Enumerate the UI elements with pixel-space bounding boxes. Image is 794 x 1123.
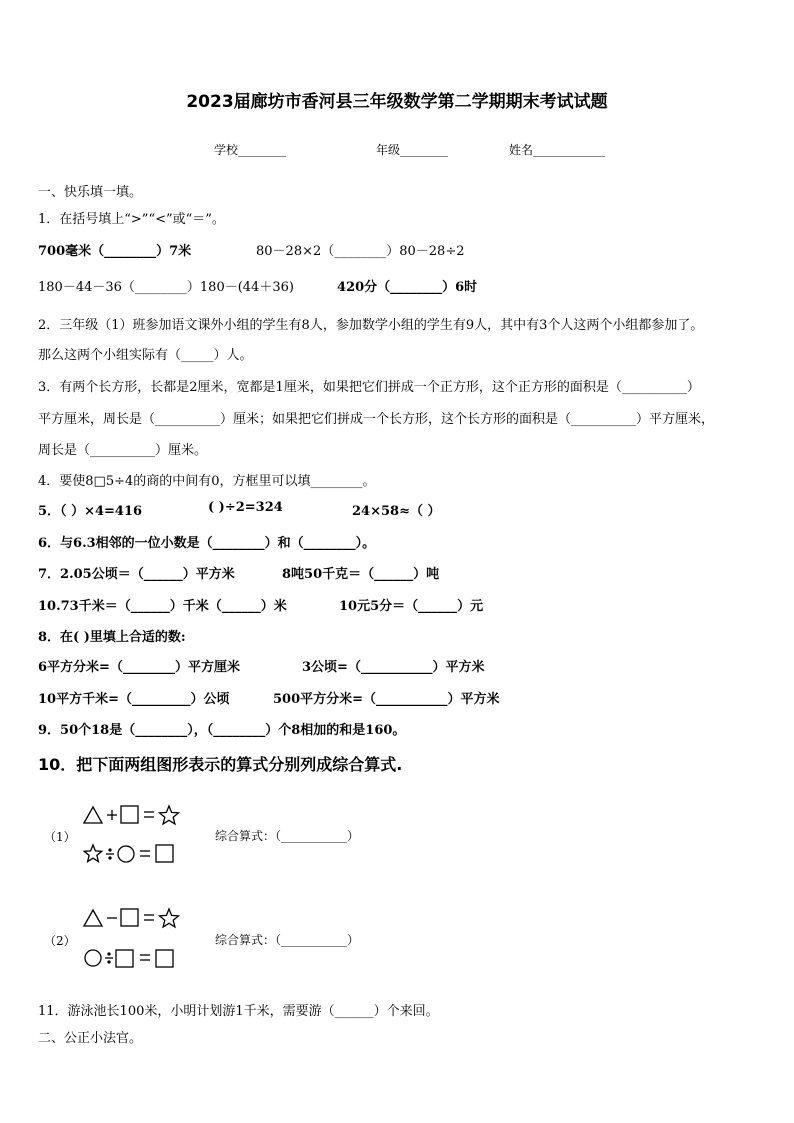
triangle-icon: [84, 910, 102, 926]
circle-icon: [118, 846, 134, 862]
q5-c: 24×58≈（ ）: [352, 504, 441, 519]
square-icon: [156, 845, 173, 862]
q7-d: 10元5分＝（______）元: [339, 599, 484, 614]
section2-heading: 二、公正小法官。: [38, 1031, 143, 1046]
star-icon: [160, 909, 179, 927]
q10-group1-figure: [82, 803, 186, 867]
q1-row1-a: 700毫米（________）7米: [38, 244, 192, 259]
q10-group2-answer: 综合算式：（___________）: [215, 933, 360, 947]
q10-stem: 10．把下面两组图形表示的算式分别列成综合算式.: [38, 755, 403, 774]
q5-b: ( )÷2=324: [208, 500, 283, 515]
q10-group1-svg: [82, 803, 186, 867]
q7-a: 7．2.05公顷＝（______）平方米: [38, 567, 235, 582]
divide-icon-dot-bottom: [109, 857, 111, 859]
divide-icon-dot-top: [108, 953, 110, 955]
star-icon: [84, 845, 102, 862]
q10-group2-label: （2）: [44, 934, 76, 948]
circle-icon: [85, 950, 101, 966]
square-icon: [121, 806, 138, 823]
q1-row2-a: 180－44－36（________）180－(44＋36): [38, 280, 294, 295]
q6: 6．与6.3相邻的一位小数是（________）和（________）。: [38, 536, 376, 551]
q2-line2: 那么这两个小组实际有（_____）人。: [38, 348, 253, 363]
section1-heading: 一、快乐填一填。: [38, 185, 143, 200]
q10-group1-label: （1）: [44, 830, 76, 844]
q3-line2: 平方厘米，周长是（__________）厘米；如果把它们拼成一个长方形，这个长方形的面积是（__________）平方厘米，: [38, 412, 715, 427]
q1-stem: 1．在括号填上“>”“<”或“＝”。: [38, 212, 225, 227]
q5-a: 5．（ ）×4=416: [38, 504, 143, 519]
q1-row2-b: 420分（________）6时: [337, 280, 478, 295]
page-title: 2023届廊坊市香河县三年级数学第二学期期末考试试题: [186, 92, 608, 112]
divide-icon-dot-bottom: [108, 961, 110, 963]
q8-d: 500平方分米=（___________）平方米: [273, 692, 500, 707]
square-icon: [156, 950, 173, 967]
grade-field: 年级________: [376, 143, 449, 157]
divide-icon-dot-top: [109, 849, 111, 851]
q8-stem: 8．在( )里填上合适的数:: [38, 630, 186, 645]
q7-b: 8吨50千克＝（______）吨: [282, 567, 440, 582]
q3-line3: 周长是（__________）厘米。: [38, 443, 208, 458]
q1-row1-b: 80－28×2（________）80－28÷2: [256, 244, 465, 259]
q11: 11．游泳池长100米，小明计划游1千米，需要游（______）个来回。: [38, 1004, 439, 1019]
triangle-icon: [84, 807, 102, 823]
q8-c: 10平方千米=（_________）公顷: [38, 692, 230, 707]
q4: 4．要使8□5÷4的商的中间有0，方框里可以填________。: [38, 474, 376, 489]
q8-b: 3公顷=（___________）平方米: [302, 660, 485, 675]
q3-line1: 3．有两个长方形，长都是2厘米，宽都是1厘米，如果把它们拼成一个正方形，这个正方形的面积是（__________）: [38, 380, 700, 395]
star-icon: [160, 806, 179, 824]
q10-group2-svg: [82, 906, 186, 972]
q10-group1-answer: 综合算式：（___________）: [215, 829, 360, 843]
q9: 9．50个18是（________），（________）个8相加的和是160。: [38, 723, 406, 738]
name-field: 姓名____________: [509, 143, 606, 157]
q8-a: 6平方分米=（________）平方厘米: [38, 660, 240, 675]
q2-line1: 2．三年级（1）班参加语文课外小组的学生有8人，参加数学小组的学生有9人，其中有3个人这两个小组都参加了。: [38, 318, 704, 333]
q7-c: 10.73千米＝（______）千米（______）米: [38, 599, 287, 614]
square-icon: [121, 909, 138, 926]
q10-group2-figure: [82, 906, 186, 972]
school-field: 学校________: [214, 143, 287, 157]
square-icon: [116, 950, 133, 967]
